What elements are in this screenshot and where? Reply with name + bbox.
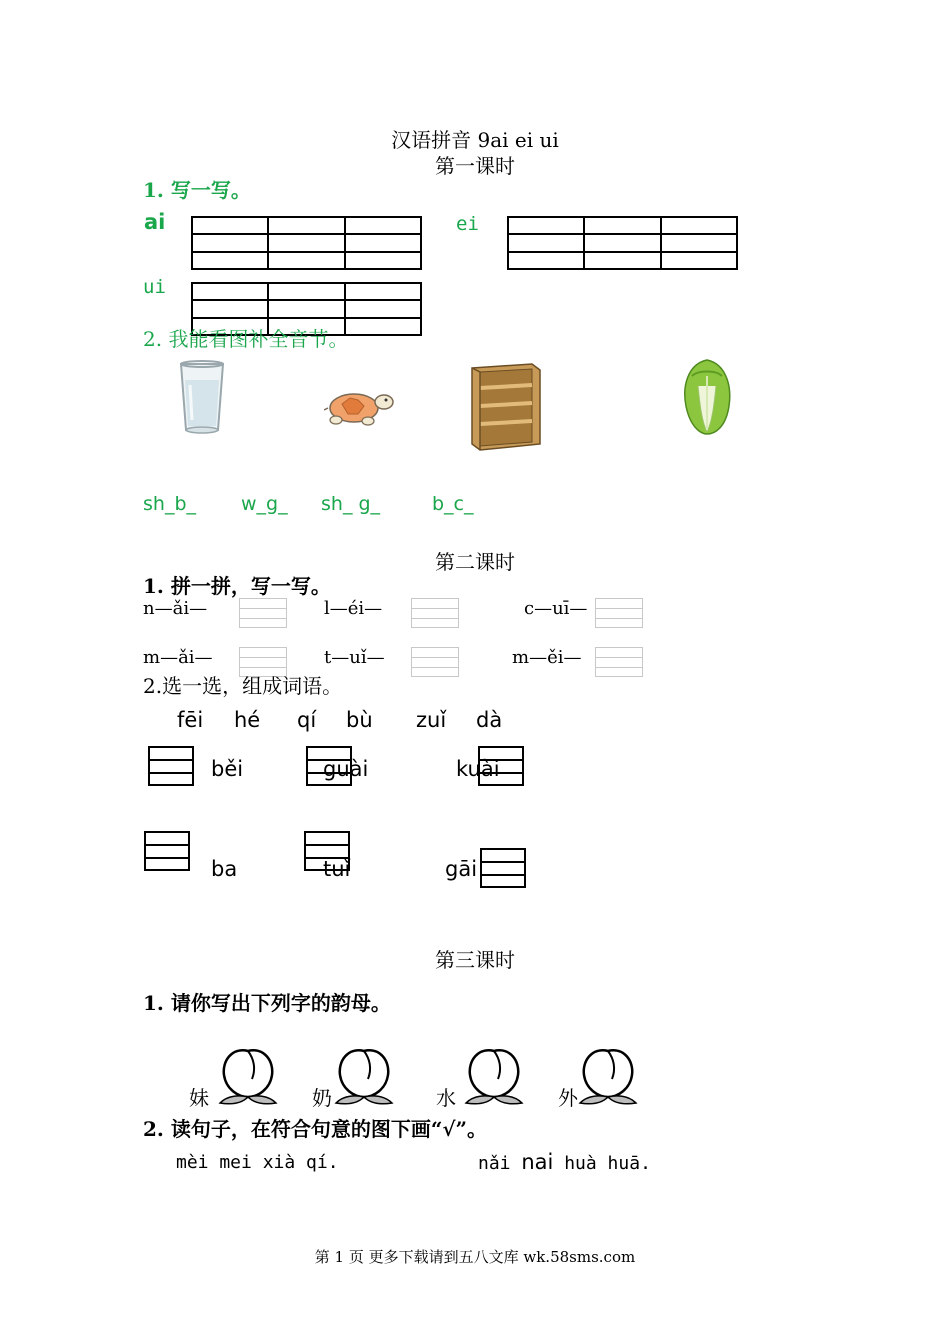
- page-footer: 第 1 页 更多下载请到五八文库 wk.58sms.com: [314, 1248, 636, 1266]
- page-title: 汉语拼音 9ai ei ui: [391, 128, 559, 152]
- blank-3: sh_ g_: [321, 493, 381, 515]
- writing-grid-ai[interactable]: [191, 216, 422, 270]
- word-box-4[interactable]: [144, 831, 190, 871]
- pinyin-answer-box-1[interactable]: [239, 598, 287, 628]
- lesson1-q2: 2. 我能看图补全音节。: [143, 327, 349, 351]
- option-3: qí: [297, 708, 317, 732]
- char-2: 奶: [312, 1086, 332, 1110]
- pinyin-answer-box-5[interactable]: [411, 647, 459, 677]
- peach-icon: [578, 1045, 638, 1107]
- pinyin-item-2: l—éi—: [324, 598, 383, 619]
- sentence-2-part-3: huà huā.: [553, 1153, 651, 1174]
- lesson3-heading: 第三课时: [435, 948, 515, 972]
- sentence-2: [478, 1150, 651, 1174]
- char-4: 外: [558, 1086, 578, 1110]
- lesson1-q1: 1. 写一写。: [143, 178, 251, 202]
- word-4: ba: [211, 857, 238, 881]
- lesson3-q2: 2. 读句子，在符合句意的图下画“√”。: [143, 1117, 487, 1141]
- pinyin-answer-box-6[interactable]: [595, 647, 643, 677]
- pinyin-item-4: m—ǎi—: [143, 647, 213, 668]
- lesson3-q1: 1. 请你写出下列字的韵母。: [143, 991, 391, 1015]
- blank-4: b_c_: [432, 493, 474, 515]
- peach-icon: [218, 1045, 278, 1107]
- option-5: zuǐ: [416, 708, 447, 732]
- pinyin-answer-box-2[interactable]: [411, 598, 459, 628]
- writing-grid-ei[interactable]: [507, 216, 738, 270]
- blank-1: sh_b_: [143, 493, 197, 515]
- label-ei: ei: [456, 213, 479, 235]
- pinyin-item-1: n—ǎi—: [143, 598, 208, 619]
- blank-2: w_g_: [241, 493, 288, 515]
- word-6: gāi: [445, 857, 478, 881]
- lesson2-q1: 1. 拼一拼，写一写。: [143, 574, 331, 598]
- word-1: běi: [211, 757, 244, 781]
- label-ai: ai: [144, 210, 166, 234]
- pinyin-item-5: t—uǐ—: [324, 647, 385, 668]
- sentence-2-part-2: nai: [521, 1150, 554, 1174]
- cabbage-image: [680, 356, 734, 436]
- option-4: bù: [346, 708, 373, 732]
- lesson2-q2: 2.选一选，组成词语。: [143, 674, 343, 698]
- peach-icon: [334, 1045, 394, 1107]
- pinyin-item-3: c—uī—: [524, 598, 588, 619]
- char-1: 妹: [189, 1086, 209, 1110]
- char-3: 水: [436, 1086, 456, 1110]
- peach-icon: [464, 1045, 524, 1107]
- turtle-image: [324, 386, 396, 428]
- bookshelf-image: [470, 362, 542, 452]
- word-2: guài: [323, 757, 369, 781]
- word-3: kuài: [456, 757, 500, 781]
- water-glass-image: [176, 360, 228, 434]
- label-ui: ui: [143, 276, 166, 298]
- option-1: fēi: [177, 708, 204, 732]
- pinyin-answer-box-3[interactable]: [595, 598, 643, 628]
- pinyin-item-6: m—ěi—: [512, 647, 582, 668]
- word-5: tuǐ: [323, 857, 351, 881]
- word-box-6[interactable]: [480, 848, 526, 888]
- sentence-2-part-1: nǎi: [478, 1153, 522, 1174]
- option-6: dà: [476, 708, 503, 732]
- word-box-1[interactable]: [148, 746, 194, 786]
- lesson1-heading: 第一课时: [435, 154, 515, 178]
- sentence-1: mèi mei xià qí.: [176, 1152, 339, 1173]
- option-2: hé: [234, 708, 261, 732]
- lesson2-heading: 第二课时: [435, 550, 515, 574]
